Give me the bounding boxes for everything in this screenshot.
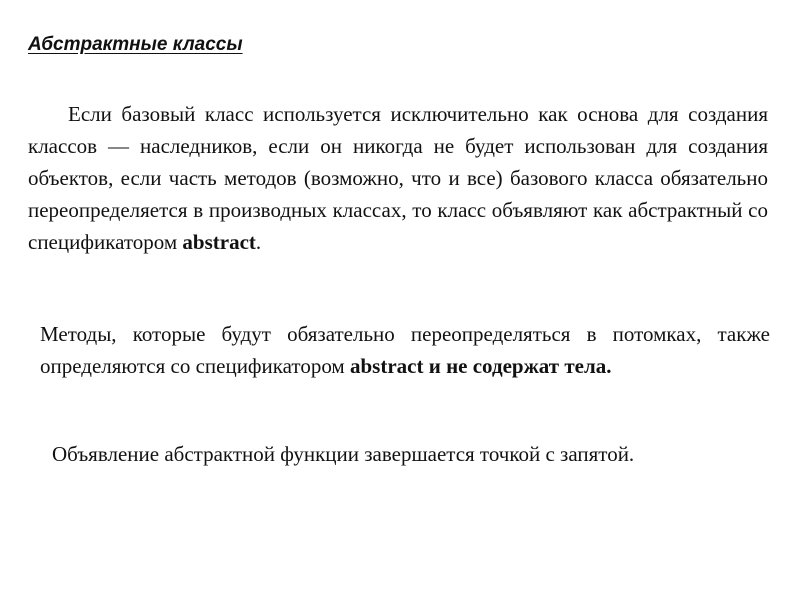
paragraph-abstract-methods-text: Методы, которые будут обязательно переопределяться в потомках, также определяются со спецификатором: [40, 322, 770, 378]
paragraph-abstract-function-declaration: Объявление абстрактной функции завершается точкой с запятой.: [52, 442, 635, 466]
paragraph-abstract-class-end: .: [255, 230, 262, 254]
paragraph-abstract-methods-emphasis: abstract и не содержат тела.: [349, 354, 612, 378]
abstract-keyword: abstract: [182, 230, 256, 254]
slide-title: Абстрактные классы: [28, 34, 243, 55]
paragraph-abstract-methods: [40, 318, 770, 382]
paragraph-abstract-class-text: Если базовый класс используется исключительно как основа для создания классов — наследников, если он никогда не будет использован для создания объектов, если часть методов (возможно, что и все) базового класса обязательно переопределяется в производных классах, то класс объявляют как абстрактный со спецификатором: [28, 102, 768, 254]
paragraph-abstract-class: [28, 98, 768, 258]
